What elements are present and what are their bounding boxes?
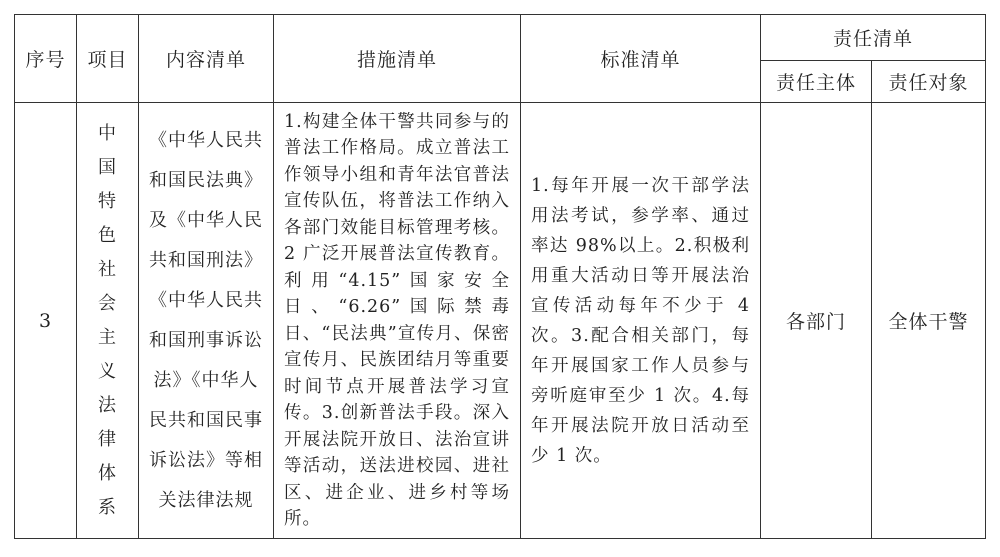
header-standard-list: 标准清单 (521, 15, 761, 103)
seq-value: 3 (38, 309, 53, 332)
cell-measures (274, 103, 521, 539)
measures-value: 1.构建全体干警共同参与的普法工作格局。成立普法工作领导小组和青年法官普法宣传队伍，将普法工作纳入各部门效能目标管理考核。2 广泛开展普法宣传教育。利用“4.15”国家安全日、“6.26”国际禁毒日、“民法典”宣传月、保密宣传月、民族团结月等重要时间节点开展普法学习宣传。3.创新普法手段。深入开展法院开放日、法治宣讲等活动，送法进校园、进社区、进企业、进乡村等场所。 (284, 111, 510, 529)
header-responsible-object: 责任对象 (872, 61, 986, 103)
subject-value: 各部门 (785, 311, 846, 333)
object-value: 全体干警 (888, 311, 969, 333)
cell-object (872, 103, 986, 539)
header-measures-list: 措施清单 (274, 15, 521, 103)
cell-content (139, 103, 274, 539)
standard-value: 1.每年开展一次干部学法用法考试，参学率、通过率达 98%以上。2.积极利用重大活动日等开展法治宣传活动每年不少于 4 次。3.配合相关部门，每年开展国家工作人员参与旁听庭审至少 1 次。4.每年开展法院开放日活动至少 1 次。 (531, 175, 750, 466)
header-responsibility-list: 责任清单 (761, 15, 986, 61)
cell-seq (15, 103, 77, 539)
content-value: 《中华人民共和国民法典》及《中华人民共和国刑法》《中华人民共和国刑事诉讼法》《中华人民共和国民事诉讼法》等相关法律法规 (149, 129, 263, 511)
table-row (15, 103, 986, 539)
header-responsible-subject: 责任主体 (761, 61, 872, 103)
project-value: 中国特色社会主义法律体系 (98, 122, 117, 518)
cell-subject (761, 103, 872, 539)
cell-standard (521, 103, 761, 539)
header-content-list: 内容清单 (139, 15, 274, 103)
cell-project (77, 103, 139, 539)
header-seq: 序号 (15, 15, 77, 103)
header-project: 项目 (77, 15, 139, 103)
responsibility-table (14, 14, 986, 539)
